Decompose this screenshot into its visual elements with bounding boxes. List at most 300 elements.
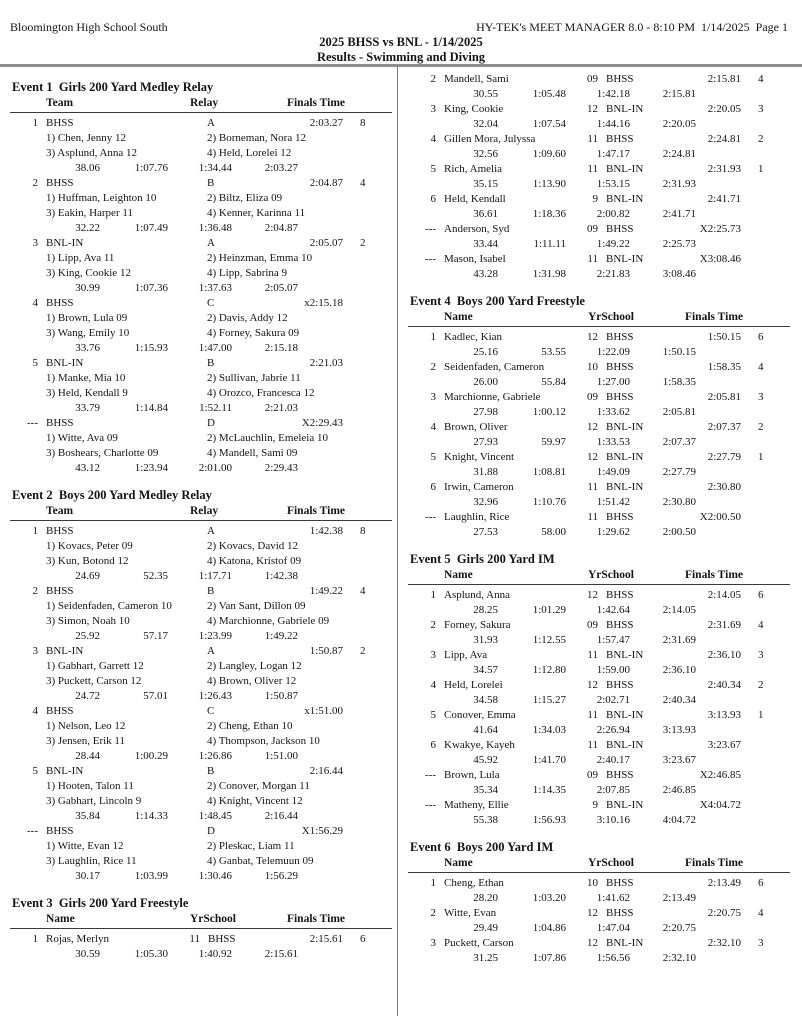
splits-row bbox=[408, 375, 790, 390]
column-header-finals-time: Finals Time bbox=[684, 569, 743, 581]
swimmer-cell: 4) Held, Lorelei 12 bbox=[207, 147, 292, 159]
split-time-cell: 1:07.76 bbox=[134, 162, 168, 174]
swimmer-cell: 1) Chen, Jenny 12 bbox=[46, 132, 127, 144]
split-time-cell: 52.35 bbox=[143, 570, 168, 582]
result-row bbox=[408, 192, 790, 207]
points-cell: 6 bbox=[758, 589, 764, 601]
finals-time-cell: X4:04.72 bbox=[699, 799, 741, 811]
rank-cell: 1 bbox=[430, 331, 436, 343]
splits-row bbox=[408, 663, 790, 678]
splits-row bbox=[408, 753, 790, 768]
rank-cell: 3 bbox=[430, 937, 436, 949]
school-cell: BNL-IN bbox=[606, 937, 644, 949]
split-time-cell: 38.06 bbox=[75, 162, 100, 174]
relay-swimmers-row bbox=[10, 446, 392, 461]
swimmer-cell: 2) Cheng, Ethan 10 bbox=[207, 720, 293, 732]
points-cell: 3 bbox=[758, 937, 764, 949]
team-cell: BHSS bbox=[46, 177, 74, 189]
finals-time-cell: 1:42.38 bbox=[309, 525, 343, 537]
name-cell: Matheny, Ellie bbox=[444, 799, 509, 811]
split-time-cell: 25.16 bbox=[473, 346, 498, 358]
split-time-cell: 31.25 bbox=[473, 952, 498, 964]
split-time-cell: 2:01.00 bbox=[198, 462, 232, 474]
split-time-cell: 59.97 bbox=[541, 436, 566, 448]
page-header bbox=[0, 0, 802, 34]
splits-row bbox=[408, 525, 790, 540]
split-time-cell: 1:12.80 bbox=[532, 664, 566, 676]
event-title: Event 1 Girls 200 Yard Medley Relay bbox=[12, 80, 214, 94]
name-cell: Held, Kendall bbox=[444, 193, 506, 205]
relay-swimmers-row bbox=[10, 266, 392, 281]
swimmer-cell: 1) Seidenfaden, Cameron 10 bbox=[46, 600, 172, 612]
swimmer-cell: 4) Marchionne, Gabriele 09 bbox=[207, 615, 330, 627]
relay-letter-cell: B bbox=[207, 765, 215, 777]
school-cell: BNL-IN bbox=[606, 421, 644, 433]
split-time-cell: 4:04.72 bbox=[662, 814, 696, 826]
split-time-cell: 1:34.44 bbox=[198, 162, 232, 174]
year-cell: 11 bbox=[587, 133, 598, 145]
rank-cell: 1 bbox=[430, 589, 436, 601]
split-time-cell: 30.59 bbox=[75, 948, 100, 960]
split-time-cell: 1:07.49 bbox=[134, 222, 168, 234]
column-header-name: Name bbox=[444, 857, 473, 869]
year-cell: 12 bbox=[587, 937, 598, 949]
school-cell: BHSS bbox=[606, 133, 634, 145]
swimmer-cell: 1) Brown, Lula 09 bbox=[46, 312, 128, 324]
result-row bbox=[408, 480, 790, 495]
swimmer-cell: 1) Huffman, Leighton 10 bbox=[46, 192, 157, 204]
split-time-cell: 1:44.16 bbox=[596, 118, 630, 130]
meet-title: 2025 BHSS vs BNL - 1/14/2025 bbox=[319, 35, 483, 49]
finals-time-cell: 1:58.35 bbox=[707, 361, 741, 373]
split-time-cell: 1:04.86 bbox=[532, 922, 566, 934]
school-cell: BNL-IN bbox=[606, 481, 644, 493]
result-row bbox=[10, 764, 392, 779]
year-cell: 11 bbox=[189, 933, 200, 945]
splits-row bbox=[408, 465, 790, 480]
rank-cell: --- bbox=[425, 511, 436, 523]
split-time-cell: 2:31.69 bbox=[662, 634, 696, 646]
split-time-cell: 1:47.17 bbox=[596, 148, 630, 160]
split-time-cell: 1:49.22 bbox=[264, 630, 298, 642]
split-time-cell: 1:07.54 bbox=[532, 118, 566, 130]
split-time-cell: 1:07.86 bbox=[532, 952, 566, 964]
relay-swimmers-row bbox=[10, 554, 392, 569]
rank-cell: --- bbox=[425, 223, 436, 235]
result-row bbox=[408, 588, 790, 603]
column-header-team: Team bbox=[46, 97, 74, 109]
team-cell: BNL-IN bbox=[46, 357, 84, 369]
relay-swimmers-row bbox=[10, 839, 392, 854]
school-name: Bloomington High School South bbox=[10, 20, 168, 34]
split-time-cell: 2:05.81 bbox=[662, 406, 696, 418]
split-time-cell: 2:16.44 bbox=[264, 810, 298, 822]
split-time-cell: 1:47.04 bbox=[596, 922, 630, 934]
split-time-cell: 58.00 bbox=[541, 526, 566, 538]
name-cell: Gillen Mora, Julyssa bbox=[444, 133, 536, 145]
split-time-cell: 2:41.71 bbox=[662, 208, 696, 220]
school-cell: BNL-IN bbox=[606, 799, 644, 811]
split-time-cell: 43.12 bbox=[75, 462, 100, 474]
split-time-cell: 27.98 bbox=[473, 406, 498, 418]
result-row bbox=[408, 222, 790, 237]
swimmer-cell: 4) Kenner, Karinna 11 bbox=[207, 207, 306, 219]
school-cell: BHSS bbox=[606, 391, 634, 403]
swimmer-cell: 3) Jensen, Erik 11 bbox=[46, 735, 126, 747]
rank-cell: 5 bbox=[430, 451, 436, 463]
split-time-cell: 2:03.27 bbox=[264, 162, 298, 174]
split-time-cell: 1:51.00 bbox=[264, 750, 298, 762]
event-title: Event 4 Boys 200 Yard Freestyle bbox=[410, 294, 585, 308]
meet-manager-info: HY-TEK's MEET MANAGER 8.0 - 8:10 PM 1/14/2025 Page 1 bbox=[476, 20, 788, 34]
splits-row bbox=[10, 281, 392, 296]
rank-cell: 6 bbox=[430, 739, 436, 751]
points-cell: 2 bbox=[360, 237, 366, 249]
year-cell: 11 bbox=[587, 739, 598, 751]
split-time-cell: 28.44 bbox=[75, 750, 100, 762]
points-cell: 2 bbox=[758, 133, 764, 145]
finals-time-cell: 2:07.37 bbox=[707, 421, 741, 433]
event-section bbox=[10, 78, 392, 476]
split-time-cell: 1:13.90 bbox=[532, 178, 566, 190]
splits-row bbox=[10, 461, 392, 476]
rank-cell: 2 bbox=[430, 361, 436, 373]
split-time-cell: 36.61 bbox=[473, 208, 498, 220]
result-row bbox=[408, 102, 790, 117]
relay-swimmers-row bbox=[10, 251, 392, 266]
result-row bbox=[10, 704, 392, 719]
split-time-cell: 3:23.67 bbox=[662, 754, 696, 766]
splits-row bbox=[408, 951, 790, 966]
swimmer-cell: 4) Lipp, Sabrina 9 bbox=[207, 267, 288, 279]
points-cell: 4 bbox=[758, 73, 764, 85]
finals-time-cell: 2:32.10 bbox=[707, 937, 741, 949]
school-cell: BNL-IN bbox=[606, 253, 644, 265]
split-time-cell: 2:30.80 bbox=[662, 496, 696, 508]
points-cell: 3 bbox=[758, 103, 764, 115]
team-cell: BHSS bbox=[46, 117, 74, 129]
split-time-cell: 2:21.83 bbox=[596, 268, 630, 280]
swimmer-cell: 2) Heinzman, Emma 10 bbox=[207, 252, 313, 264]
result-row bbox=[408, 738, 790, 753]
result-row bbox=[408, 162, 790, 177]
relay-letter-cell: A bbox=[207, 117, 215, 129]
relay-letter-cell: B bbox=[207, 177, 215, 189]
split-time-cell: 1:05.30 bbox=[134, 948, 168, 960]
split-time-cell: 2:26.94 bbox=[596, 724, 630, 736]
finals-time-cell: 2:04.87 bbox=[309, 177, 343, 189]
points-cell: 6 bbox=[758, 877, 764, 889]
points-cell: 4 bbox=[360, 585, 366, 597]
split-time-cell: 2:15.81 bbox=[662, 88, 696, 100]
event-section bbox=[408, 838, 790, 966]
school-cell: BNL-IN bbox=[606, 103, 644, 115]
relay-swimmers-row bbox=[10, 854, 392, 869]
school-cell: BNL-IN bbox=[606, 163, 644, 175]
result-row bbox=[408, 768, 790, 783]
finals-time-cell: 3:13.93 bbox=[707, 709, 741, 721]
column-header-name: Name bbox=[444, 311, 473, 323]
year-cell: 09 bbox=[587, 619, 598, 631]
split-time-cell: 30.55 bbox=[473, 88, 498, 100]
finals-time-cell: 2:27.79 bbox=[707, 451, 741, 463]
swimmer-cell: 4) Forney, Sakura 09 bbox=[207, 327, 300, 339]
rank-cell: --- bbox=[27, 825, 38, 837]
points-cell: 3 bbox=[758, 649, 764, 661]
finals-time-cell: X2:46.85 bbox=[699, 769, 741, 781]
relay-swimmers-row bbox=[10, 719, 392, 734]
splits-row bbox=[10, 689, 392, 704]
split-time-cell: 34.57 bbox=[473, 664, 498, 676]
split-time-cell: 45.92 bbox=[473, 754, 498, 766]
column-headers bbox=[10, 504, 392, 521]
rank-cell: 5 bbox=[32, 765, 38, 777]
team-cell: BNL-IN bbox=[46, 765, 84, 777]
points-cell: 1 bbox=[758, 451, 764, 463]
split-time-cell: 32.56 bbox=[473, 148, 498, 160]
splits-row bbox=[10, 947, 392, 962]
finals-time-cell: 2:40.34 bbox=[707, 679, 741, 691]
rank-cell: --- bbox=[425, 253, 436, 265]
event-section bbox=[408, 550, 790, 828]
split-time-cell: 1:15.93 bbox=[134, 342, 168, 354]
result-row bbox=[408, 132, 790, 147]
finals-time-cell: 2:36.10 bbox=[707, 649, 741, 661]
split-time-cell: 2:20.75 bbox=[662, 922, 696, 934]
swimmer-cell: 4) Ganbat, Telemuun 09 bbox=[207, 855, 314, 867]
swimmer-cell: 2) Borneman, Nora 12 bbox=[207, 132, 306, 144]
relay-letter-cell: D bbox=[207, 417, 215, 429]
split-time-cell: 1:31.98 bbox=[532, 268, 566, 280]
finals-time-cell: X2:25.73 bbox=[699, 223, 741, 235]
rank-cell: 3 bbox=[32, 237, 38, 249]
splits-row bbox=[408, 813, 790, 828]
event-title: Event 5 Girls 200 Yard IM bbox=[410, 552, 555, 566]
finals-time-cell: X2:00.50 bbox=[699, 511, 741, 523]
report-subtitle: Results - Swimming and Diving bbox=[316, 50, 486, 64]
swimmer-cell: 1) Hooten, Talon 11 bbox=[46, 780, 134, 792]
name-cell: Irwin, Cameron bbox=[444, 481, 514, 493]
finals-time-cell: 2:15.81 bbox=[707, 73, 741, 85]
splits-row bbox=[408, 117, 790, 132]
name-cell: Conover, Emma bbox=[444, 709, 516, 721]
column-header-finals-time: Finals Time bbox=[286, 505, 345, 517]
finals-time-cell: 2:14.05 bbox=[707, 589, 741, 601]
relay-swimmers-row bbox=[10, 734, 392, 749]
swimmer-cell: 2) McLauchlin, Emeleia 10 bbox=[207, 432, 328, 444]
name-cell: Lipp, Ava bbox=[444, 649, 488, 661]
finals-time-cell: 2:05.81 bbox=[707, 391, 741, 403]
points-cell: 4 bbox=[758, 361, 764, 373]
column-header-finals-time: Finals Time bbox=[684, 857, 743, 869]
swimmer-cell: 1) Nelson, Leo 12 bbox=[46, 720, 126, 732]
swimmer-cell: 4) Katona, Kristof 09 bbox=[207, 555, 302, 567]
rank-cell: --- bbox=[27, 417, 38, 429]
relay-swimmers-row bbox=[10, 599, 392, 614]
name-cell: Cheng, Ethan bbox=[444, 877, 504, 889]
split-time-cell: 1:52.11 bbox=[199, 402, 232, 414]
rank-cell: 6 bbox=[430, 481, 436, 493]
splits-row bbox=[408, 603, 790, 618]
relay-letter-cell: A bbox=[207, 525, 215, 537]
rank-cell: 1 bbox=[32, 525, 38, 537]
school-cell: BHSS bbox=[606, 73, 634, 85]
finals-time-cell: 2:20.05 bbox=[707, 103, 741, 115]
swimmer-cell: 4) Mandell, Sami 09 bbox=[207, 447, 298, 459]
split-time-cell: 35.15 bbox=[473, 178, 498, 190]
split-time-cell: 1:56.56 bbox=[596, 952, 630, 964]
header-divider-rule bbox=[0, 64, 802, 67]
school-cell: BHSS bbox=[606, 361, 634, 373]
column-divider-rule bbox=[397, 66, 398, 1016]
finals-time-cell: 2:15.61 bbox=[309, 933, 343, 945]
split-time-cell: 1:03.20 bbox=[532, 892, 566, 904]
split-time-cell: 1:41.62 bbox=[596, 892, 630, 904]
split-time-cell: 1:42.38 bbox=[264, 570, 298, 582]
name-cell: Rojas, Merlyn bbox=[46, 933, 109, 945]
column-headers bbox=[408, 568, 790, 585]
swimmer-cell: 1) Gabhart, Garrett 12 bbox=[46, 660, 144, 672]
split-time-cell: 35.84 bbox=[75, 810, 100, 822]
splits-row bbox=[10, 221, 392, 236]
name-cell: Held, Lorelei bbox=[444, 679, 503, 691]
swimmer-cell: 3) King, Cookie 12 bbox=[46, 267, 131, 279]
rank-cell: 2 bbox=[32, 177, 38, 189]
splits-row bbox=[10, 809, 392, 824]
split-time-cell: 1:11.11 bbox=[533, 238, 566, 250]
swimmer-cell: 3) Kun, Botond 12 bbox=[46, 555, 129, 567]
finals-time-cell: x1:51.00 bbox=[304, 705, 343, 717]
split-time-cell: 1:42.64 bbox=[596, 604, 630, 616]
relay-swimmers-row bbox=[10, 539, 392, 554]
year-cell: 09 bbox=[587, 73, 598, 85]
column-header-yrschool: YrSchool bbox=[588, 311, 634, 323]
finals-time-cell: x2:15.18 bbox=[304, 297, 343, 309]
name-cell: Mason, Isabel bbox=[444, 253, 506, 265]
swimmer-cell: 3) Laughlin, Rice 11 bbox=[46, 855, 137, 867]
result-row bbox=[10, 356, 392, 371]
column-header-yrschool: YrSchool bbox=[190, 913, 236, 925]
finals-time-cell: 2:05.07 bbox=[309, 237, 343, 249]
split-time-cell: 1:57.47 bbox=[596, 634, 630, 646]
split-time-cell: 2:07.85 bbox=[596, 784, 630, 796]
split-time-cell: 2:13.49 bbox=[662, 892, 696, 904]
name-cell: Kadlec, Kian bbox=[444, 331, 503, 343]
column-headers bbox=[408, 856, 790, 873]
points-cell: 4 bbox=[758, 619, 764, 631]
school-cell: BHSS bbox=[606, 619, 634, 631]
split-time-cell: 2:02.71 bbox=[596, 694, 630, 706]
relay-letter-cell: A bbox=[207, 237, 215, 249]
split-time-cell: 24.72 bbox=[75, 690, 100, 702]
split-time-cell: 1:33.62 bbox=[596, 406, 630, 418]
split-time-cell: 1:17.71 bbox=[198, 570, 232, 582]
split-time-cell: 2:24.81 bbox=[662, 148, 696, 160]
finals-time-cell: X3:08.46 bbox=[699, 253, 741, 265]
year-cell: 11 bbox=[587, 253, 598, 265]
school-cell: BNL-IN bbox=[606, 739, 644, 751]
split-time-cell: 2:20.05 bbox=[662, 118, 696, 130]
finals-time-cell: 2:31.93 bbox=[707, 163, 741, 175]
split-time-cell: 1:14.35 bbox=[532, 784, 566, 796]
school-cell: BHSS bbox=[606, 223, 634, 235]
result-row bbox=[408, 420, 790, 435]
year-cell: 11 bbox=[587, 511, 598, 523]
result-row bbox=[10, 932, 392, 947]
result-row bbox=[408, 252, 790, 267]
team-cell: BHSS bbox=[46, 297, 74, 309]
year-cell: 11 bbox=[587, 163, 598, 175]
column-header-yrschool: YrSchool bbox=[588, 569, 634, 581]
splits-row bbox=[10, 161, 392, 176]
result-row bbox=[408, 678, 790, 693]
split-time-cell: 1:23.99 bbox=[198, 630, 232, 642]
points-cell: 6 bbox=[758, 331, 764, 343]
result-row bbox=[10, 176, 392, 191]
swimmer-cell: 2) Van Sant, Dillon 09 bbox=[207, 600, 306, 612]
result-row bbox=[408, 708, 790, 723]
rank-cell: 2 bbox=[430, 619, 436, 631]
school-cell: BHSS bbox=[208, 933, 236, 945]
split-time-cell: 1:37.63 bbox=[198, 282, 232, 294]
split-time-cell: 35.34 bbox=[473, 784, 498, 796]
split-time-cell: 30.17 bbox=[75, 870, 100, 882]
result-row bbox=[10, 644, 392, 659]
relay-swimmers-row bbox=[10, 371, 392, 386]
result-row bbox=[408, 618, 790, 633]
school-cell: BHSS bbox=[606, 769, 634, 781]
name-cell: King, Cookie bbox=[444, 103, 504, 115]
swimmer-cell: 1) Witte, Evan 12 bbox=[46, 840, 124, 852]
splits-row bbox=[10, 341, 392, 356]
event-title: Event 6 Boys 200 Yard IM bbox=[410, 840, 554, 854]
relay-swimmers-row bbox=[10, 614, 392, 629]
points-cell: 8 bbox=[360, 117, 366, 129]
name-cell: Marchionne, Gabriele bbox=[444, 391, 541, 403]
swimmer-cell: 1) Manke, Mia 10 bbox=[46, 372, 126, 384]
name-cell: Mandell, Sami bbox=[444, 73, 509, 85]
split-time-cell: 1:18.36 bbox=[532, 208, 566, 220]
splits-row bbox=[408, 723, 790, 738]
splits-row bbox=[408, 267, 790, 282]
year-cell: 12 bbox=[587, 103, 598, 115]
event-title: Event 3 Girls 200 Yard Freestyle bbox=[12, 896, 189, 910]
split-time-cell: 1:03.99 bbox=[134, 870, 168, 882]
split-time-cell: 1:49.09 bbox=[596, 466, 630, 478]
split-time-cell: 25.92 bbox=[75, 630, 100, 642]
swimmer-cell: 3) Eakin, Harper 11 bbox=[46, 207, 133, 219]
split-time-cell: 41.64 bbox=[473, 724, 498, 736]
column-header-relay: Relay bbox=[190, 505, 219, 517]
points-cell: 4 bbox=[758, 907, 764, 919]
column-headers bbox=[408, 310, 790, 327]
split-time-cell: 1:12.55 bbox=[532, 634, 566, 646]
result-row bbox=[408, 330, 790, 345]
swimmer-cell: 2) Kovacs, David 12 bbox=[207, 540, 299, 552]
year-cell: 09 bbox=[587, 391, 598, 403]
split-time-cell: 1:14.84 bbox=[134, 402, 168, 414]
split-time-cell: 2:31.93 bbox=[662, 178, 696, 190]
swimmer-cell: 2) Davis, Addy 12 bbox=[207, 312, 288, 324]
split-time-cell: 1:08.81 bbox=[532, 466, 566, 478]
splits-row bbox=[10, 569, 392, 584]
splits-row bbox=[408, 495, 790, 510]
result-row bbox=[10, 296, 392, 311]
split-time-cell: 1:01.29 bbox=[532, 604, 566, 616]
split-time-cell: 2:46.85 bbox=[662, 784, 696, 796]
swimmer-cell: 2) Sullivan, Jabrie 11 bbox=[207, 372, 301, 384]
name-cell: Brown, Lula bbox=[444, 769, 500, 781]
